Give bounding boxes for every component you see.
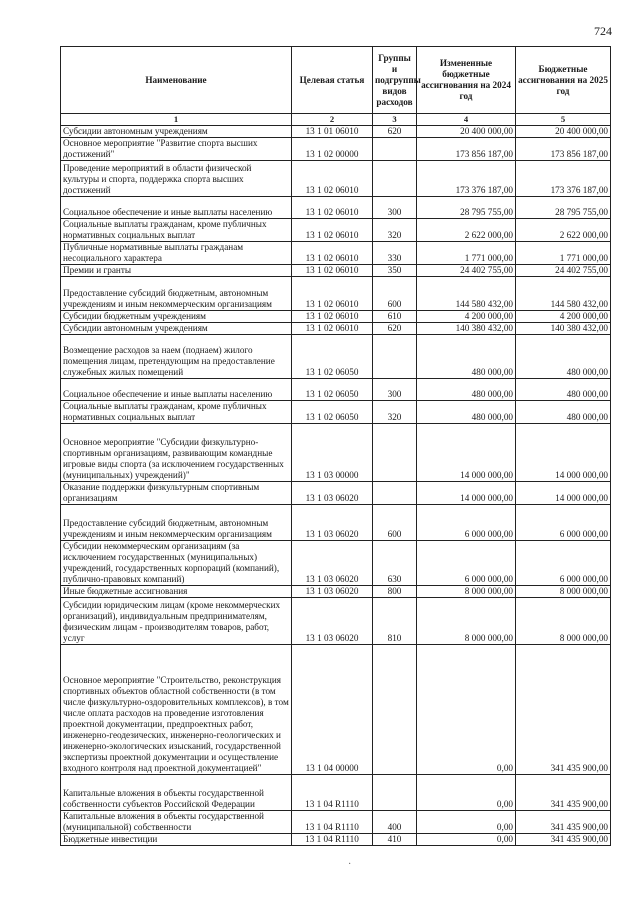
row-expense-group: 400 <box>373 811 417 834</box>
row-name: Основное мероприятие "Строительство, реконструкция спортивных объектов областной собственности (в том числе физкультурно-оздоровительных комплексов), в том числе оплата расходов на проведение изготовления проектной документации, предпроектных работ, инженерно-геодезических, инженерно-геологических и инженерно-экологических изысканий, государственной экспертизы проектной документации и осуществление входного контроля над проектной документацией" <box>61 645 292 775</box>
row-name: Капитальные вложения в объекты государственной (муниципальной) собственности <box>61 811 292 834</box>
row-name: Субсидии некоммерческим организациям (за исключением государственных (муниципальных) учреждений, государственных корпораций (компаний), публично-правовых компаний) <box>61 541 292 586</box>
row-value-2024: 4 200 000,00 <box>417 311 516 323</box>
row-expense-group <box>373 424 417 482</box>
row-name: Капитальные вложения в объекты государственной собственности субъектов Российской Федерации <box>61 775 292 811</box>
header-budget-2025: Бюджетные ассигнования на 2025 год <box>516 47 611 114</box>
row-value-2024: 14 000 000,00 <box>417 482 516 505</box>
row-value-2025: 6 000 000,00 <box>516 541 611 586</box>
row-name: Публичные нормативные выплаты гражданам несоциального характера <box>61 242 292 265</box>
row-name: Социальные выплаты гражданам, кроме публичных нормативных социальных выплат <box>61 401 292 424</box>
row-value-2025: 140 380 432,00 <box>516 323 611 335</box>
row-name: Премии и гранты <box>61 265 292 277</box>
row-target-article: 13 1 02 06010 <box>292 277 373 311</box>
row-target-article: 13 1 04 R1110 <box>292 811 373 834</box>
header-changed-2024: Измененные бюджетные ассигнования на 2024 год <box>417 47 516 114</box>
row-expense-group: 320 <box>373 401 417 424</box>
row-name: Проведение мероприятий в области физической культуры и спорта, поддержка спорта высших достижений <box>61 161 292 197</box>
table-row <box>61 586 611 598</box>
row-value-2025: 173 856 187,00 <box>516 138 611 161</box>
table-row <box>61 311 611 323</box>
row-value-2024: 480 000,00 <box>417 401 516 424</box>
row-expense-group: 410 <box>373 834 417 846</box>
column-number: 5 <box>516 114 611 126</box>
row-value-2024: 24 402 755,00 <box>417 265 516 277</box>
row-target-article: 13 1 02 06010 <box>292 242 373 265</box>
row-expense-group <box>373 482 417 505</box>
row-name: Основное мероприятие "Субсидии физкультурно-спортивным организациям, развивающим командные игровые виды спорта (за исключением государственных (муниципальных) учреждений)" <box>61 424 292 482</box>
row-target-article: 13 1 03 06020 <box>292 505 373 541</box>
row-name: Основное мероприятие "Развитие спорта высших достижений" <box>61 138 292 161</box>
row-name: Оказание поддержки физкультурным спортивным организациям <box>61 482 292 505</box>
row-target-article: 13 1 03 06020 <box>292 598 373 645</box>
row-target-article: 13 1 02 06010 <box>292 219 373 242</box>
row-value-2025: 1 771 000,00 <box>516 242 611 265</box>
row-name: Субсидии автономным учреждениям <box>61 323 292 335</box>
row-value-2024: 8 000 000,00 <box>417 586 516 598</box>
table-row <box>61 505 611 541</box>
budget-table <box>60 46 611 846</box>
table-row <box>61 645 611 775</box>
row-target-article: 13 1 03 00000 <box>292 424 373 482</box>
row-value-2025: 28 795 755,00 <box>516 197 611 219</box>
row-value-2025: 341 435 900,00 <box>516 645 611 775</box>
row-value-2024: 28 795 755,00 <box>417 197 516 219</box>
row-value-2025: 24 402 755,00 <box>516 265 611 277</box>
row-value-2025: 480 000,00 <box>516 379 611 401</box>
table-header-row <box>61 47 611 114</box>
row-expense-group: 630 <box>373 541 417 586</box>
row-value-2024: 20 400 000,00 <box>417 126 516 138</box>
row-value-2024: 6 000 000,00 <box>417 541 516 586</box>
row-value-2025: 480 000,00 <box>516 335 611 379</box>
row-target-article: 13 1 03 06020 <box>292 586 373 598</box>
row-value-2024: 0,00 <box>417 834 516 846</box>
table-row <box>61 265 611 277</box>
row-value-2024: 144 580 432,00 <box>417 277 516 311</box>
row-value-2024: 480 000,00 <box>417 379 516 401</box>
row-target-article: 13 1 02 06010 <box>292 161 373 197</box>
row-name: Предоставление субсидий бюджетным, автономным учреждениям и иным некоммерческим организациям <box>61 277 292 311</box>
page-number: 724 <box>594 24 612 38</box>
row-expense-group: 600 <box>373 505 417 541</box>
row-value-2025: 2 622 000,00 <box>516 219 611 242</box>
row-value-2025: 6 000 000,00 <box>516 505 611 541</box>
table-row <box>61 197 611 219</box>
row-value-2024: 1 771 000,00 <box>417 242 516 265</box>
row-expense-group <box>373 775 417 811</box>
row-target-article: 13 1 02 00000 <box>292 138 373 161</box>
row-name: Социальное обеспечение и иные выплаты населению <box>61 197 292 219</box>
header-expense-group: Группы и подгруппы видов расходов <box>373 47 417 114</box>
table-row <box>61 126 611 138</box>
row-expense-group: 620 <box>373 126 417 138</box>
row-value-2025: 341 435 900,00 <box>516 775 611 811</box>
column-number: 1 <box>61 114 292 126</box>
row-expense-group: 810 <box>373 598 417 645</box>
row-value-2025: 341 435 900,00 <box>516 834 611 846</box>
row-expense-group: 600 <box>373 277 417 311</box>
column-number: 4 <box>417 114 516 126</box>
row-value-2024: 14 000 000,00 <box>417 424 516 482</box>
row-target-article: 13 1 01 06010 <box>292 126 373 138</box>
table-row <box>61 138 611 161</box>
row-target-article: 13 1 04 R1110 <box>292 775 373 811</box>
row-expense-group: 620 <box>373 323 417 335</box>
table-row <box>61 811 611 834</box>
table-row <box>61 242 611 265</box>
row-value-2024: 0,00 <box>417 811 516 834</box>
row-value-2024: 0,00 <box>417 645 516 775</box>
row-value-2024: 140 380 432,00 <box>417 323 516 335</box>
table-row <box>61 161 611 197</box>
row-value-2025: 14 000 000,00 <box>516 482 611 505</box>
row-target-article: 13 1 02 06010 <box>292 197 373 219</box>
header-target-article: Целевая статья <box>292 47 373 114</box>
row-name: Бюджетные инвестиции <box>61 834 292 846</box>
row-value-2025: 8 000 000,00 <box>516 598 611 645</box>
row-expense-group <box>373 161 417 197</box>
table-row <box>61 219 611 242</box>
row-target-article: 13 1 04 00000 <box>292 645 373 775</box>
row-value-2024: 2 622 000,00 <box>417 219 516 242</box>
row-name: Субсидии автономным учреждениям <box>61 126 292 138</box>
row-expense-group: 610 <box>373 311 417 323</box>
row-target-article: 13 1 02 06050 <box>292 401 373 424</box>
row-value-2025: 173 376 187,00 <box>516 161 611 197</box>
row-expense-group <box>373 335 417 379</box>
stray-mark: · <box>348 859 352 870</box>
row-target-article: 13 1 02 06010 <box>292 265 373 277</box>
table-row <box>61 379 611 401</box>
table-row <box>61 482 611 505</box>
row-target-article: 13 1 04 R1110 <box>292 834 373 846</box>
table-row <box>61 424 611 482</box>
row-target-article: 13 1 03 06020 <box>292 541 373 586</box>
row-name: Субсидии юридическим лицам (кроме некоммерческих организаций), индивидуальным предпринимателям, физическим лицам - производителям товаров, работ, услуг <box>61 598 292 645</box>
row-value-2024: 173 376 187,00 <box>417 161 516 197</box>
row-value-2024: 173 856 187,00 <box>417 138 516 161</box>
row-expense-group: 330 <box>373 242 417 265</box>
header-name: Наименование <box>61 47 292 114</box>
row-value-2025: 4 200 000,00 <box>516 311 611 323</box>
table-row <box>61 834 611 846</box>
row-expense-group: 320 <box>373 219 417 242</box>
row-expense-group <box>373 645 417 775</box>
row-expense-group: 300 <box>373 379 417 401</box>
row-target-article: 13 1 03 06020 <box>292 482 373 505</box>
row-expense-group: 300 <box>373 197 417 219</box>
row-target-article: 13 1 02 06010 <box>292 311 373 323</box>
row-value-2024: 8 000 000,00 <box>417 598 516 645</box>
row-name: Возмещение расходов за наем (поднаем) жилого помещения лицам, претендующим на предоставление служебных жилых помещений <box>61 335 292 379</box>
row-value-2025: 8 000 000,00 <box>516 586 611 598</box>
column-number-row <box>61 114 611 126</box>
table-row <box>61 598 611 645</box>
column-number: 2 <box>292 114 373 126</box>
row-expense-group: 800 <box>373 586 417 598</box>
row-target-article: 13 1 02 06050 <box>292 379 373 401</box>
table-row <box>61 775 611 811</box>
table-row <box>61 541 611 586</box>
row-name: Субсидии бюджетным учреждениям <box>61 311 292 323</box>
row-value-2024: 480 000,00 <box>417 335 516 379</box>
row-value-2025: 20 400 000,00 <box>516 126 611 138</box>
row-name: Социальные выплаты гражданам, кроме публичных нормативных социальных выплат <box>61 219 292 242</box>
row-value-2025: 144 580 432,00 <box>516 277 611 311</box>
row-value-2024: 0,00 <box>417 775 516 811</box>
table-row <box>61 401 611 424</box>
row-expense-group <box>373 138 417 161</box>
table-row <box>61 277 611 311</box>
column-number: 3 <box>373 114 417 126</box>
row-name: Иные бюджетные ассигнования <box>61 586 292 598</box>
row-expense-group: 350 <box>373 265 417 277</box>
row-value-2024: 6 000 000,00 <box>417 505 516 541</box>
row-name: Предоставление субсидий бюджетным, автономным учреждениям и иным некоммерческим организациям <box>61 505 292 541</box>
table-row <box>61 323 611 335</box>
row-name: Социальное обеспечение и иные выплаты населению <box>61 379 292 401</box>
row-value-2025: 480 000,00 <box>516 401 611 424</box>
row-value-2025: 341 435 900,00 <box>516 811 611 834</box>
table-row <box>61 335 611 379</box>
row-target-article: 13 1 02 06010 <box>292 323 373 335</box>
row-value-2025: 14 000 000,00 <box>516 424 611 482</box>
row-target-article: 13 1 02 06050 <box>292 335 373 379</box>
